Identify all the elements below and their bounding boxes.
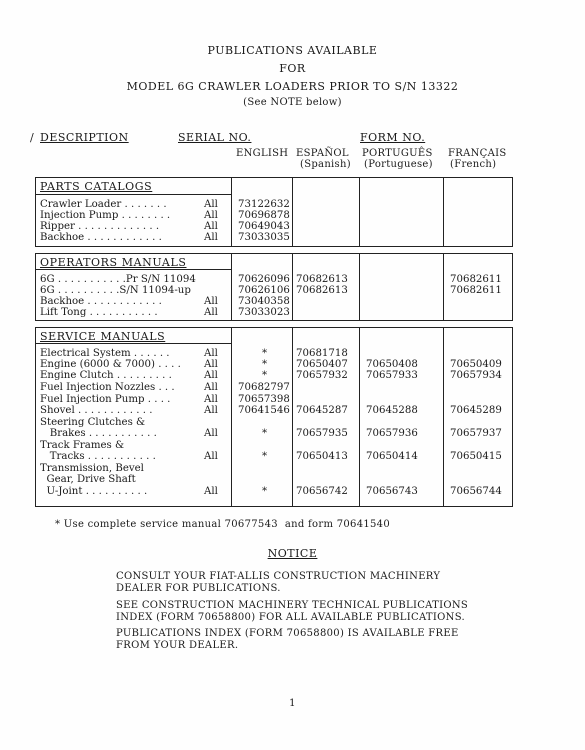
title-line-2: FOR	[279, 62, 306, 75]
title-line-1: PUBLICATIONS AVAILABLE	[207, 44, 378, 57]
table-row: Fuel Injection Pump . . . . All 70657398	[40, 394, 290, 405]
table-row: Gear, Drive Shaft	[40, 474, 136, 485]
parts-catalogs-table	[35, 177, 513, 247]
table-row: Engine Clutch . . . . . . . . . All * 70657932 70657933 70657934	[40, 370, 502, 381]
footnote: * Use complete service manual 70677543 and form 70641540	[55, 519, 391, 530]
table-row: Transmission, Bevel	[40, 463, 144, 474]
table-row: 6G . . . . . . . . . .S/N 11094-up 70626106 70682613 70682611	[40, 285, 502, 296]
table-row: Backhoe . . . . . . . . . . . . All 73040358	[40, 296, 290, 307]
table-row: Track Frames &	[40, 440, 125, 451]
column-header-description: DESCRIPTION	[40, 131, 129, 144]
column-header-english: ENGLISH	[236, 148, 289, 159]
column-subheader-french: (French)	[450, 159, 497, 170]
notice-paragraph-3-line-2: FROM YOUR DEALER.	[116, 640, 239, 651]
table-row: Lift Tong . . . . . . . . . . . All 73033023	[40, 307, 290, 318]
table-row: U-Joint . . . . . . . . . . All * 70656742 70656743 70656744	[40, 486, 502, 497]
notice-paragraph-1-line-2: DEALER FOR PUBLICATIONS.	[116, 583, 281, 594]
table-row: Injection Pump . . . . . . . . All 70696878	[40, 210, 290, 221]
column-header-form-no: FORM NO.	[360, 131, 426, 144]
table-row: Backhoe . . . . . . . . . . . . All 73033035	[40, 232, 290, 243]
notice-paragraph-3-line-1: PUBLICATIONS INDEX (FORM 70658800) IS AVAILABLE FREE	[116, 628, 459, 639]
title-line-3: MODEL 6G CRAWLER LOADERS PRIOR TO S/N 13322	[126, 80, 459, 93]
table-row: Crawler Loader . . . . . . . All 73122632	[40, 199, 290, 210]
table-row: Shovel . . . . . . . . . . . . All 70641546 70645287 70645288 70645289	[40, 405, 502, 416]
section-title-operators-manuals: OPERATORS MANUALS	[40, 256, 187, 269]
title-line-4: (See NOTE below)	[243, 97, 342, 108]
column-subheader-portuguese: (Portuguese)	[364, 159, 433, 170]
table-row: Tracks . . . . . . . . . . . All * 70650413 70650414 70650415	[40, 451, 502, 462]
table-row: Engine (6000 & 7000) . . . . All * 70650407 70650408 70650409	[40, 359, 502, 370]
service-manuals-table	[35, 327, 513, 507]
margin-mark: /	[30, 131, 34, 144]
page-number: 1	[289, 698, 296, 709]
table-row: Electrical System . . . . . . All * 70681718	[40, 348, 348, 359]
column-header-portugues: PORTUGUÊS	[362, 148, 433, 159]
column-header-francais: FRANÇAIS	[448, 148, 507, 159]
notice-title: NOTICE	[267, 547, 318, 560]
table-row: Brakes . . . . . . . . . . . All * 70657935 70657936 70657937	[40, 428, 502, 439]
notice-paragraph-2-line-2: INDEX (FORM 70658800) FOR ALL AVAILABLE PUBLICATIONS.	[116, 612, 465, 623]
column-header-serial: SERIAL NO.	[178, 131, 252, 144]
notice-paragraph-2-line-1: SEE CONSTRUCTION MACHINERY TECHNICAL PUBLICATIONS	[116, 600, 469, 611]
section-title-service-manuals: SERVICE MANUALS	[40, 330, 166, 343]
column-header-espanol: ESPAÑOL	[296, 148, 349, 159]
table-row: Fuel Injection Nozzles . . . All 70682797	[40, 382, 290, 393]
table-row: 6G . . . . . . . . . . .Pr S/N 11094 70626096 70682613 70682611	[40, 274, 502, 285]
section-title-parts-catalogs: PARTS CATALOGS	[40, 180, 153, 193]
column-subheader-spanish: (Spanish)	[300, 159, 351, 170]
table-row: Steering Clutches &	[40, 417, 146, 428]
operators-manuals-table	[35, 253, 513, 321]
table-row: Ripper . . . . . . . . . . . . . All 70649043	[40, 221, 290, 232]
notice-paragraph-1-line-1: CONSULT YOUR FIAT-ALLIS CONSTRUCTION MACHINERY	[116, 571, 441, 582]
